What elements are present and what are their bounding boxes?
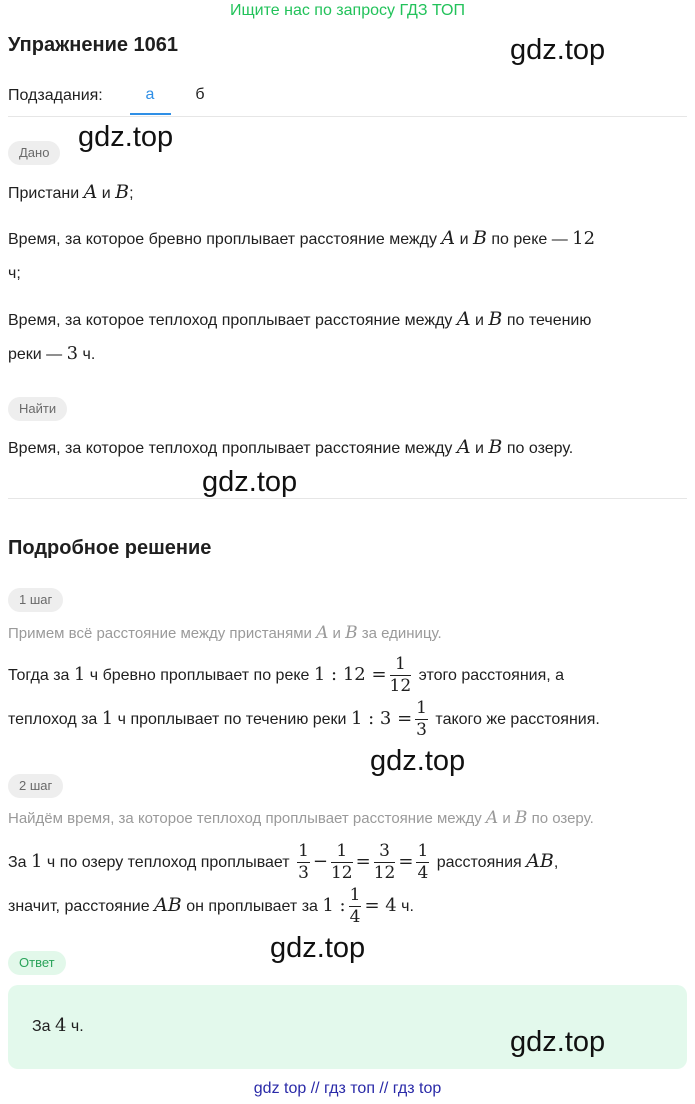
find-line: Время, за которое теплоход проплывает расстояние между A и B по озеру.: [8, 436, 574, 458]
watermark: gdz.top: [270, 932, 366, 964]
step-1-line-1: Тогда за 1 ч бревно проплывает по реке 1 : 12 = $\frac{1}{12}$ этого расстояния, а: [8, 654, 565, 697]
divider: [8, 116, 687, 117]
promo-banner[interactable]: Ищите нас по запросу ГДЗ ТОП: [230, 2, 465, 19]
given-line-2: Время, за которое бревно проплывает расстояние между A и B по реке — 12: [8, 227, 596, 249]
given-chip: Дано: [8, 141, 60, 165]
step-2-line-1: За 1 ч по озеру теплоход проплывает $\frac{1}{3}$ − $\frac{1}{12}$ = $\frac{3}{12}$ = $\frac{1}{4}$ расстояния AB,: [8, 841, 559, 884]
fraction: $\frac{1}{12}$: [389, 654, 412, 697]
watermark: gdz.top: [510, 34, 606, 66]
fraction: $\frac{1}{3}$: [298, 841, 309, 884]
page-title: Упражнение 1061: [8, 34, 179, 56]
fraction: $\frac{3}{12}$: [373, 841, 396, 884]
fraction: $\frac{1}{12}$: [330, 841, 353, 884]
subtasks-label: Подзадания:: [8, 87, 103, 104]
given-line-2-tail: ч;: [8, 265, 21, 282]
step-1-chip: 1 шаг: [8, 588, 63, 612]
watermark: gdz.top: [510, 1026, 606, 1058]
given-line-3: Время, за которое теплоход проплывает расстояние между A и B по течению: [8, 308, 592, 330]
given-line-3-tail: реки — 3 ч.: [8, 343, 96, 364]
answer-chip: Ответ: [8, 951, 66, 975]
fraction: $\frac{1}{4}$: [417, 841, 429, 884]
fraction: $\frac{1}{3}$: [416, 698, 427, 741]
step-1-note: Примем всё расстояние между пристанями A и B за единицу.: [8, 623, 442, 643]
answer-text: За 4 ч.: [32, 1015, 84, 1036]
solution-heading: Подробное решение: [8, 537, 212, 559]
find-chip: Найти: [8, 397, 67, 421]
given-line-1: Пристани A и B;: [8, 181, 134, 203]
step-1-line-2: теплоход за 1 ч проплывает по течению реки 1 : 3 = $\frac{1}{3}$ такого же расстояния.: [8, 698, 600, 741]
step-2-chip: 2 шаг: [8, 774, 63, 798]
step-2-line-2: значит, расстояние AB он проплывает за 1 : $\frac{1}{4}$ = 4 ч.: [8, 885, 414, 928]
step-2-note: Найдём время, за которое теплоход проплывает расстояние между A и B по озеру.: [8, 808, 594, 828]
footer-links[interactable]: gdz top // гдз топ // гдз top: [253, 1080, 442, 1097]
watermark: gdz.top: [78, 121, 174, 153]
active-tab-indicator: [130, 113, 171, 115]
tab-subtask-b[interactable]: б: [195, 86, 205, 103]
watermark: gdz.top: [370, 745, 466, 777]
divider: [8, 498, 687, 499]
fraction: $\frac{1}{4}$: [349, 885, 361, 928]
watermark: gdz.top: [202, 466, 298, 498]
tab-subtask-a[interactable]: а: [145, 86, 155, 103]
